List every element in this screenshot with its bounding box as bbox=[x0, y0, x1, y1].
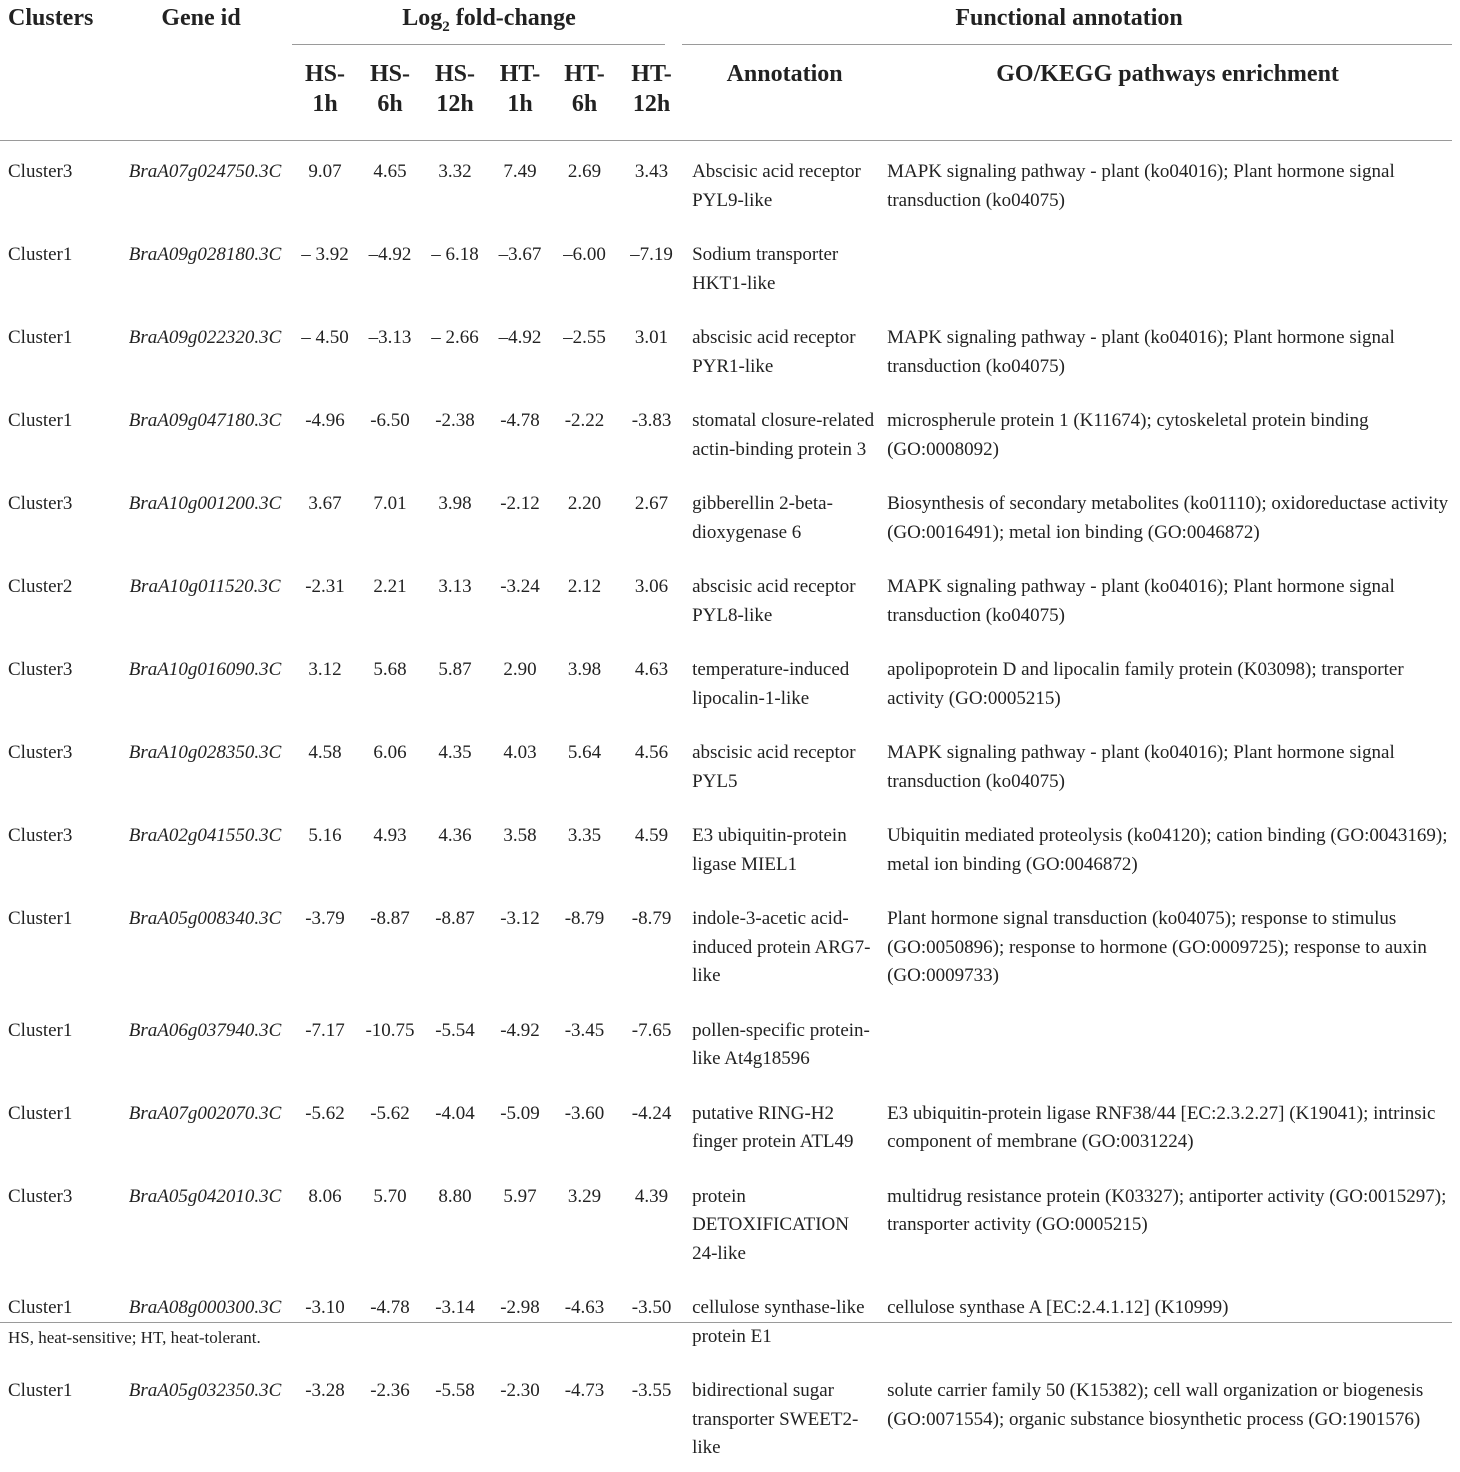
fold-change-cell: 5.97 bbox=[503, 1185, 537, 1207]
table-row bbox=[0, 390, 1452, 473]
fold-change-cell: -8.87 bbox=[435, 908, 475, 929]
fc-col-header bbox=[292, 45, 358, 141]
table-row bbox=[0, 556, 1452, 639]
annotation-cell: abscisic acid receptor PYR1-like bbox=[692, 327, 856, 377]
fold-change-cell: 4.35 bbox=[438, 742, 472, 763]
clusters-header: Clusters bbox=[8, 5, 94, 31]
fc-col-header bbox=[488, 45, 552, 141]
fold-change-cell: 3.12 bbox=[308, 659, 342, 680]
header-row-1 bbox=[0, 0, 1452, 45]
fold-change-cell: -3.10 bbox=[305, 1297, 345, 1318]
fold-change-cell: -4.63 bbox=[564, 1297, 605, 1318]
fold-change-cell: -6.50 bbox=[370, 410, 410, 431]
cluster-cell: Cluster1 bbox=[8, 1380, 73, 1401]
fold-change-cell: –4.92 bbox=[368, 244, 412, 265]
go-kegg-cell: MAPK signaling pathway - plant (ko04016); Plant hormone signal transduction (ko04075) bbox=[887, 161, 1395, 211]
fold-change-cell: 4.59 bbox=[634, 825, 669, 846]
annotation-cell: gibberellin 2-beta-dioxygenase 6 bbox=[692, 493, 833, 543]
gene-id-cell: BraA05g008340.3C bbox=[128, 908, 282, 929]
cluster-cell: Cluster1 bbox=[8, 327, 73, 348]
fold-change-cell: 4.58 bbox=[308, 742, 342, 763]
fold-change-cell: 3.32 bbox=[438, 161, 472, 182]
go-kegg-cell: Plant hormone signal transduction (ko04075); response to stimulus (GO:0050896); response to hormone (GO:0009725); response to auxin (GO:0009733) bbox=[887, 908, 1427, 986]
fold-change-cell: -7.17 bbox=[305, 1019, 345, 1041]
table-row bbox=[0, 307, 1452, 390]
fc-col-header-bottom: 12h bbox=[632, 91, 671, 117]
fc-col-header-bottom: 1h bbox=[507, 91, 533, 117]
gene-id-cell: BraA09g028180.3C bbox=[128, 244, 282, 265]
annotation-cell: temperature-induced lipocalin-1-like bbox=[692, 659, 850, 709]
go-kegg-cell: MAPK signaling pathway - plant (ko04016); Plant hormone signal transduction (ko04075) bbox=[887, 327, 1395, 377]
fc-col-header-top: HT- bbox=[564, 61, 605, 87]
annotation-cell: abscisic acid receptor PYL8-like bbox=[692, 576, 856, 626]
fold-change-cell: -7.65 bbox=[631, 1019, 672, 1041]
fold-change-cell: 3.67 bbox=[308, 493, 342, 514]
cluster-cell: Cluster3 bbox=[8, 742, 73, 763]
fold-change-cell: -5.09 bbox=[500, 1102, 540, 1124]
fc-col-header-bottom: 6h bbox=[571, 91, 598, 117]
go-kegg-cell: solute carrier family 50 (K15382); cell wall organization or biogenesis (GO:0071554); organic substance biosynthetic process (GO:1901576) bbox=[887, 1380, 1424, 1430]
fc-col-header-top: HT- bbox=[499, 61, 541, 87]
fold-change-cell: –3.13 bbox=[368, 327, 412, 348]
cluster-cell: Cluster1 bbox=[8, 908, 73, 929]
fold-change-cell: 4.93 bbox=[373, 825, 407, 846]
annotation-cell: E3 ubiquitin-protein ligase MIEL1 bbox=[692, 825, 847, 875]
fold-change-cell: -3.60 bbox=[564, 1102, 605, 1124]
fold-change-cell: 2.20 bbox=[567, 493, 602, 514]
fc-col-header-top: HS- bbox=[304, 61, 345, 87]
go-kegg-cell: apolipoprotein D and lipocalin family protein (K03098); transporter activity (GO:0005215) bbox=[887, 659, 1404, 709]
go-kegg-cell bbox=[883, 1000, 1452, 1083]
fold-change-cell: -2.36 bbox=[370, 1380, 410, 1401]
go-kegg-cell: MAPK signaling pathway - plant (ko04016); Plant hormone signal transduction (ko04075) bbox=[887, 742, 1395, 792]
log2-fold-change-header bbox=[292, 0, 686, 45]
fold-change-cell: 8.06 bbox=[308, 1185, 342, 1207]
annotation-cell: pollen-specific protein-like At4g18596 bbox=[692, 1019, 870, 1069]
table-bottom-rule bbox=[0, 1322, 1452, 1323]
fold-change-cell: 2.12 bbox=[567, 576, 602, 597]
annotation-cell: protein DETOXIFICATION 24-like bbox=[692, 1185, 849, 1264]
fold-change-cell: -10.75 bbox=[365, 1019, 415, 1041]
fold-change-cell: -3.55 bbox=[631, 1380, 672, 1401]
fold-change-cell: 3.29 bbox=[567, 1185, 602, 1207]
gene-id-cell: BraA09g047180.3C bbox=[128, 410, 282, 431]
fc-col-header bbox=[552, 45, 617, 141]
fc-col-header-bottom: 12h bbox=[436, 91, 474, 117]
gene-id-cell: BraA10g016090.3C bbox=[128, 659, 282, 680]
fold-change-cell: -2.12 bbox=[500, 493, 540, 514]
table-row bbox=[0, 141, 1452, 224]
fc-col-header bbox=[358, 45, 422, 141]
cluster-cell: Cluster1 bbox=[8, 244, 73, 265]
table-row bbox=[0, 805, 1452, 888]
annotation-cell: cellulose synthase-like protein E1 bbox=[692, 1297, 865, 1347]
table-row bbox=[0, 888, 1452, 1000]
fold-change-cell: -3.50 bbox=[631, 1297, 672, 1318]
fc-col-header bbox=[617, 45, 686, 141]
fc-col-header-top: HT- bbox=[631, 61, 672, 87]
annotation-cell: stomatal closure-related actin-binding protein 3 bbox=[692, 410, 875, 460]
fold-change-cell: -5.54 bbox=[435, 1019, 475, 1041]
go-kegg-cell: microspherule protein 1 (K11674); cytoskeletal protein binding (GO:0008092) bbox=[887, 410, 1369, 460]
fold-change-cell: -8.79 bbox=[564, 908, 605, 929]
fold-change-cell: -4.78 bbox=[370, 1297, 410, 1318]
header-rule-log2 bbox=[292, 44, 665, 45]
fold-change-cell: 7.01 bbox=[373, 493, 407, 514]
fold-change-cell: 3.58 bbox=[503, 825, 537, 846]
log2-subscript: 2 bbox=[442, 18, 450, 35]
cluster-cell: Cluster3 bbox=[8, 161, 73, 182]
fold-change-cell: 3.01 bbox=[634, 327, 669, 348]
fc-col-header bbox=[422, 45, 488, 141]
fold-change-cell: -4.96 bbox=[305, 410, 345, 431]
fc-col-header-top: HS- bbox=[434, 61, 475, 87]
go-kegg-cell: multidrug resistance protein (K03327); antiporter activity (GO:0015297); transporter activity (GO:0005215) bbox=[887, 1185, 1447, 1235]
table-row bbox=[0, 224, 1452, 307]
fold-change-cell: 2.90 bbox=[503, 659, 537, 680]
fold-change-cell: 5.70 bbox=[373, 1185, 407, 1207]
fold-change-cell: -8.79 bbox=[631, 908, 672, 929]
fold-change-cell: –6.00 bbox=[563, 244, 606, 265]
go-kegg-header: GO/KEGG pathways enrichment bbox=[996, 61, 1339, 87]
fold-change-cell: –7.19 bbox=[630, 244, 673, 265]
annotation-cell: Abscisic acid receptor PYL9-like bbox=[692, 161, 861, 211]
gene-id-cell: BraA06g037940.3C bbox=[128, 1019, 282, 1041]
go-kegg-cell: cellulose synthase A [EC:2.4.1.12] (K10999) bbox=[887, 1297, 1229, 1318]
header-bottom-rule bbox=[0, 140, 1452, 141]
cluster-cell: Cluster1 bbox=[8, 1297, 73, 1318]
fold-change-cell: – 4.50 bbox=[301, 327, 349, 348]
table-row bbox=[0, 639, 1452, 722]
go-kegg-cell: MAPK signaling pathway - plant (ko04016); Plant hormone signal transduction (ko04075) bbox=[887, 576, 1395, 626]
gene-id-header: Gene id bbox=[161, 5, 241, 31]
fold-change-cell: –3.67 bbox=[498, 244, 542, 265]
gene-id-cell: BraA09g022320.3C bbox=[128, 327, 282, 348]
gene-id-cell: BraA05g032350.3C bbox=[128, 1380, 282, 1401]
functional-annotation-header: Functional annotation bbox=[955, 5, 1183, 31]
fold-change-cell: –4.92 bbox=[498, 327, 542, 348]
fold-change-cell: 4.56 bbox=[634, 742, 669, 763]
fold-change-cell: -4.78 bbox=[500, 410, 540, 431]
go-kegg-cell: Biosynthesis of secondary metabolites (ko01110); oxidoreductase activity (GO:0016491); metal ion binding (GO:0046872) bbox=[887, 493, 1449, 543]
gene-id-cell: BraA08g000300.3C bbox=[128, 1297, 282, 1318]
table-footnote: HS, heat-sensitive; HT, heat-tolerant. bbox=[8, 1328, 261, 1347]
fold-change-cell: 3.43 bbox=[634, 161, 669, 182]
fold-change-cell: -3.79 bbox=[305, 908, 345, 929]
fold-change-cell: –2.55 bbox=[563, 327, 606, 348]
fold-change-cell: -5.62 bbox=[305, 1102, 345, 1124]
gene-id-cell: BraA07g002070.3C bbox=[128, 1102, 282, 1124]
fold-change-cell: 6.06 bbox=[373, 742, 407, 763]
log2-suffix: fold-change bbox=[449, 5, 576, 31]
log2-prefix: Log bbox=[402, 5, 443, 31]
cluster-cell: Cluster1 bbox=[8, 410, 73, 431]
fold-change-cell: 3.98 bbox=[438, 493, 472, 514]
annotation-cell: putative RING-H2 finger protein ATL49 bbox=[692, 1102, 854, 1152]
fold-change-cell: -5.58 bbox=[435, 1380, 475, 1401]
cluster-cell: Cluster3 bbox=[8, 493, 73, 514]
fc-col-header-bottom: 1h bbox=[312, 91, 338, 117]
gene-id-cell: BraA10g001200.3C bbox=[128, 493, 282, 514]
table-row bbox=[0, 1166, 1452, 1278]
fc-col-header-bottom: 6h bbox=[377, 91, 403, 117]
table-row bbox=[0, 1000, 1452, 1083]
cluster-cell: Cluster2 bbox=[8, 576, 73, 597]
fold-change-cell: 5.68 bbox=[373, 659, 407, 680]
fold-change-cell: 3.06 bbox=[634, 576, 669, 597]
cluster-cell: Cluster1 bbox=[8, 1019, 73, 1041]
fold-change-cell: 7.49 bbox=[503, 161, 537, 182]
annotation-cell: indole-3-acetic acid-induced protein ARG7-like bbox=[692, 908, 871, 986]
annotation-cell: bidirectional sugar transporter SWEET2-like bbox=[692, 1380, 859, 1458]
fold-change-cell: -3.45 bbox=[564, 1019, 605, 1041]
fold-change-cell: 2.21 bbox=[373, 576, 407, 597]
fold-change-cell: -5.62 bbox=[370, 1102, 410, 1124]
fold-change-cell: 4.65 bbox=[373, 161, 407, 182]
fold-change-cell: -3.12 bbox=[500, 908, 540, 929]
fold-change-cell: – 6.18 bbox=[431, 244, 479, 265]
fold-change-cell: 3.35 bbox=[567, 825, 602, 846]
fold-change-cell: -4.92 bbox=[500, 1019, 540, 1041]
cluster-cell: Cluster1 bbox=[8, 1102, 73, 1124]
fold-change-cell: 4.03 bbox=[503, 742, 537, 763]
go-kegg-cell: E3 ubiquitin-protein ligase RNF38/44 [EC:2.3.2.27] (K19041); intrinsic component of membrane (GO:0031224) bbox=[887, 1102, 1436, 1152]
annotation-header: Annotation bbox=[726, 61, 843, 87]
table-row bbox=[0, 722, 1452, 805]
table-row bbox=[0, 473, 1452, 556]
fold-change-cell: 5.87 bbox=[438, 659, 472, 680]
gene-id-cell: BraA10g011520.3C bbox=[129, 576, 281, 597]
fc-col-header-top: HS- bbox=[369, 61, 410, 87]
table-row bbox=[0, 1083, 1452, 1166]
cluster-cell: Cluster3 bbox=[8, 1185, 73, 1207]
fold-change-cell: 4.63 bbox=[634, 659, 669, 680]
annotation-cell: Sodium transporter HKT1-like bbox=[692, 244, 839, 294]
cluster-cell: Cluster3 bbox=[8, 825, 73, 846]
fold-change-cell: -8.87 bbox=[370, 908, 410, 929]
fold-change-cell: -4.24 bbox=[631, 1102, 672, 1124]
fold-change-cell: -4.04 bbox=[435, 1102, 475, 1124]
gene-id-cell: BraA07g024750.3C bbox=[128, 161, 282, 182]
gene-id-cell: BraA05g042010.3C bbox=[128, 1185, 282, 1207]
fold-change-cell: 3.13 bbox=[438, 576, 472, 597]
fold-change-cell: 9.07 bbox=[308, 161, 342, 182]
table-body bbox=[0, 141, 1452, 1472]
fold-change-cell: -4.73 bbox=[564, 1380, 605, 1401]
fold-change-cell: 4.39 bbox=[634, 1185, 669, 1207]
fold-change-cell: 8.80 bbox=[438, 1185, 472, 1207]
table-row bbox=[0, 1360, 1452, 1472]
fold-change-cell: -3.24 bbox=[500, 576, 540, 597]
fold-change-cell: 3.98 bbox=[567, 659, 602, 680]
fold-change-cell: 2.69 bbox=[567, 161, 602, 182]
fold-change-cell: -2.98 bbox=[500, 1297, 540, 1318]
go-kegg-cell bbox=[883, 224, 1452, 307]
cluster-cell: Cluster3 bbox=[8, 659, 73, 680]
go-kegg-cell: Ubiquitin mediated proteolysis (ko04120); cation binding (GO:0043169); metal ion binding (GO:0046872) bbox=[887, 825, 1448, 875]
fold-change-cell: -3.28 bbox=[305, 1380, 345, 1401]
fold-change-cell: 2.67 bbox=[634, 493, 669, 514]
fold-change-cell: -2.31 bbox=[305, 576, 345, 597]
gene-id-cell: BraA02g041550.3C bbox=[128, 825, 282, 846]
fold-change-cell: -3.83 bbox=[631, 410, 672, 431]
gene-id-cell: BraA10g028350.3C bbox=[128, 742, 282, 763]
fold-change-cell: -2.38 bbox=[435, 410, 475, 431]
header-rule-functional bbox=[682, 44, 1452, 45]
fold-change-cell: – 3.92 bbox=[301, 244, 349, 265]
fold-change-cell: – 2.66 bbox=[431, 327, 479, 348]
fold-change-cell: 4.36 bbox=[438, 825, 472, 846]
fold-change-cell: 5.16 bbox=[308, 825, 342, 846]
fold-change-cell: -2.22 bbox=[564, 410, 605, 431]
fold-change-cell: -3.14 bbox=[435, 1297, 475, 1318]
fold-change-cell: -2.30 bbox=[500, 1380, 540, 1401]
fold-change-cell: 5.64 bbox=[567, 742, 602, 763]
annotation-cell: abscisic acid receptor PYL5 bbox=[692, 742, 856, 792]
